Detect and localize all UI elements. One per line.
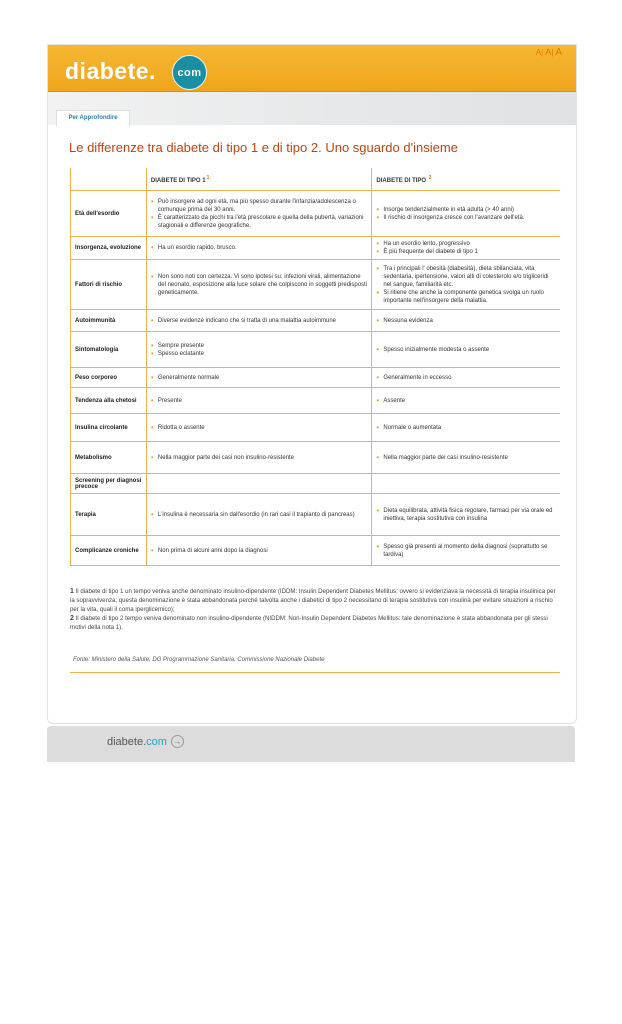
bullet-list xyxy=(151,342,368,358)
site-footer xyxy=(47,726,575,762)
row-label: Insorgenza, evoluzione xyxy=(71,237,147,260)
bullet-item: • Spesso eclatante xyxy=(151,350,368,358)
bullet-list xyxy=(151,424,368,432)
site-header xyxy=(48,45,576,92)
bullet-item: • Normale o aumentata xyxy=(376,424,556,432)
bullet-item: • Ridotta o assente xyxy=(151,424,368,432)
bullet-item: • Diverse evidenze indicano che si tratta di una malattia autoimmune xyxy=(151,317,368,325)
bullet-list xyxy=(151,454,368,462)
bullet-list xyxy=(376,507,556,523)
table-header-row xyxy=(71,168,561,191)
column-header-type2-label: DIABETE DI TIPO xyxy=(376,177,427,184)
type1-cell xyxy=(146,237,372,260)
type2-cell xyxy=(372,388,560,414)
bullet-item: • Sempre presente xyxy=(151,342,368,350)
type2-cell xyxy=(372,310,560,332)
table-body xyxy=(71,191,561,566)
type1-cell xyxy=(146,388,372,414)
row-label: Fattori di rischio xyxy=(71,260,147,310)
site-logo[interactable] xyxy=(65,58,202,85)
column-header-type1-label: DIABETE DI TIPO 1 xyxy=(150,177,206,184)
bullet-item: • Spesso inizialmente modesta o assente xyxy=(376,346,556,354)
footer-logo[interactable] xyxy=(107,736,167,748)
logo-text: diabete xyxy=(65,58,150,84)
bullet-item: • Dieta equilibrata, attività fisica regolare, farmaci per via orale ed iniettiva, terapia sostitutiva con insulina xyxy=(376,507,556,523)
bullet-list xyxy=(151,198,368,230)
page-title: Le differenze tra diabete di tipo 1 e di tipo 2. Uno sguardo d'insieme xyxy=(69,140,458,155)
type2-cell xyxy=(372,332,560,368)
logo-dot: . xyxy=(149,58,156,84)
bullet-list xyxy=(151,397,368,405)
type1-cell xyxy=(146,260,372,310)
logo-com-badge: com xyxy=(172,55,207,90)
table-row xyxy=(71,260,561,310)
row-label: Terapia xyxy=(71,494,147,536)
bullet-item: • Nella maggior parte dei casi non insulino-resistente xyxy=(151,454,368,462)
footnote-2-number: 2 xyxy=(70,615,74,622)
table-row xyxy=(71,414,561,442)
column-header-type2 xyxy=(372,168,560,191)
arrow-right-icon[interactable]: → xyxy=(171,735,184,748)
row-label: Sintomatologia xyxy=(71,332,147,368)
bullet-item: • Generalmente normale xyxy=(151,374,368,382)
footnote-ref-1[interactable]: 1 xyxy=(206,174,210,181)
source-note: Fonte: Ministero della Salute, DG Programmazione Sanitaria, Commissione Nazionale Diabete xyxy=(73,657,325,663)
footnote-2 xyxy=(70,614,558,632)
type2-cell xyxy=(372,442,560,474)
type1-cell xyxy=(146,191,372,237)
row-label: Metabolismo xyxy=(71,442,147,474)
bullet-list xyxy=(376,240,556,256)
bullet-item: • Non sono noti con certezza. Vi sono ipotesi su: infezioni virali, alimentazione del neonato, esposizione alla luce solare che colpiscono in soggetti predisposti geneticamente. xyxy=(151,273,368,297)
type2-cell xyxy=(372,414,560,442)
font-size-large-button[interactable]: A xyxy=(555,47,562,58)
bullet-item: • Tra i principali l' obesità (diabesità), dieta sbilanciata, vita sedentaria, ipertensione, valori alti di colesterolo e/o trigliceridi nel sangue, familiarità etc. xyxy=(376,265,556,289)
bullet-item: • Ha un esordio lento, progressivo xyxy=(376,240,556,248)
type2-cell xyxy=(372,536,560,566)
bullet-list xyxy=(151,374,368,382)
row-label: Peso corporeo xyxy=(71,368,147,388)
type1-cell xyxy=(146,368,372,388)
bullet-list xyxy=(376,397,556,405)
type1-cell xyxy=(146,332,372,368)
bullet-list xyxy=(376,374,556,382)
type1-cell xyxy=(146,310,372,332)
bullet-list xyxy=(151,244,368,252)
bullet-item: • Nessuna evidenza xyxy=(376,317,556,325)
bullet-list xyxy=(376,346,556,354)
table-row xyxy=(71,474,561,494)
tab-per-approfondire[interactable]: Per Approfondire xyxy=(56,110,130,126)
bullet-item: • Non prima di alcuni anni dopo la diagnosi xyxy=(151,547,368,555)
footnote-1-text: Il diabete di tipo 1 un tempo veniva anche denominato insulino-dipendente (IDDM: Insulin Dependent Diabetes Mellitus: ovvero si evidenziava la necessità di terapia insulinica per la sopravvivenza; questa denominazione è stata abbandonata perché talvolta anche i diabetici di tipo 2 necessitano di terapia sostitutiva con insulina per evitare situazioni a rischio per la vita, quali il coma iperglicemico); xyxy=(70,588,556,613)
font-size-medium-button[interactable]: A xyxy=(545,47,552,57)
type1-cell xyxy=(146,442,372,474)
bullet-item: • Generalmente in eccesso xyxy=(376,374,556,382)
type2-cell xyxy=(372,368,560,388)
bullet-list xyxy=(376,206,556,222)
header-empty-cell xyxy=(71,168,147,191)
row-label: Complicanze croniche xyxy=(71,536,147,566)
footer-logo-text: diabete. xyxy=(107,736,147,748)
bullet-item: • Presente xyxy=(151,397,368,405)
row-label: Autoimmunità xyxy=(71,310,147,332)
bullet-item: • Il rischio di insorgenza cresce con l'avanzare dell'età. xyxy=(376,214,556,222)
bullet-item: • Assente xyxy=(376,397,556,405)
table-row xyxy=(71,310,561,332)
type1-cell xyxy=(146,536,372,566)
bullet-item: • Spesso già presenti al momento della diagnosi (soprattutto se tardiva) xyxy=(376,543,556,559)
row-label: Tendenza alla chetosi xyxy=(71,388,147,414)
font-size-controls: A| A| A xyxy=(535,47,562,58)
bullet-item: • L'insulina è necessaria sin dall'esordio (in rari casi il trapianto di pancreas) xyxy=(151,511,368,519)
comparison-table xyxy=(70,168,560,566)
type2-cell xyxy=(372,191,560,237)
footnotes xyxy=(70,587,558,632)
table-row xyxy=(71,494,561,536)
bullet-item: • È caratterizzato da picchi tra l'età prescolare e quella della pubertà, variazioni stagionali e differenze geografiche. xyxy=(151,214,368,230)
type2-cell xyxy=(372,260,560,310)
type2-cell xyxy=(372,237,560,260)
footnote-1 xyxy=(70,587,558,614)
table-row xyxy=(71,368,561,388)
table-row xyxy=(71,237,561,260)
bullet-item: • Insorge tendenzialmente in età adulta (> 40 anni) xyxy=(376,206,556,214)
font-size-small-button[interactable]: A xyxy=(535,48,542,57)
type2-cell xyxy=(372,494,560,536)
bullet-list xyxy=(376,454,556,462)
bullet-item: • Può insorgere ad ogni età, ma più spesso durante l'infanzia/adolescenza o comunque prima dei 30 anni. xyxy=(151,198,368,214)
table-row xyxy=(71,191,561,237)
table-bottom-border xyxy=(70,672,560,673)
table-row xyxy=(71,332,561,368)
bullet-list xyxy=(376,265,556,305)
type2-cell xyxy=(372,474,560,494)
bullet-list xyxy=(151,547,368,555)
row-label: Screening per diagnosi precoce xyxy=(71,474,147,494)
type1-cell xyxy=(146,494,372,536)
table-row xyxy=(71,388,561,414)
bullet-list xyxy=(151,511,368,519)
footnote-1-number: 1 xyxy=(70,588,74,595)
bullet-list xyxy=(376,424,556,432)
table-row xyxy=(71,442,561,474)
table-row xyxy=(71,536,561,566)
row-label: Età dell'esordio xyxy=(71,191,147,237)
type1-cell xyxy=(146,474,372,494)
row-label: Insulina circolante xyxy=(71,414,147,442)
bullet-item: • Ha un esordio rapido, brusco. xyxy=(151,244,368,252)
bullet-item: • È più frequente del diabete di tipo 1 xyxy=(376,248,556,256)
bullet-list xyxy=(376,543,556,559)
sub-navigation xyxy=(48,92,576,125)
bullet-list xyxy=(151,317,368,325)
column-header-type1 xyxy=(146,168,372,191)
bullet-item: • Nella maggior parte dei casi insulino-resistente xyxy=(376,454,556,462)
footer-logo-com: com xyxy=(146,736,167,748)
footnote-ref-2[interactable]: 2 xyxy=(428,174,432,181)
footnote-2-text: Il diabete di tipo 2 tempo veniva denominato non insulino-dipendente (NIDDM: Non-Insulin Dependent Diabetes Mellitus: tale denominazione è stata abbandonata per gli stessi motivi della nota 1). xyxy=(70,615,548,631)
bullet-item: • Si ritiene che anche la componente genetica svolga un ruolo importante nell'insorgere della malattia. xyxy=(376,289,556,305)
type1-cell xyxy=(146,414,372,442)
bullet-list xyxy=(376,317,556,325)
bullet-list xyxy=(151,273,368,297)
